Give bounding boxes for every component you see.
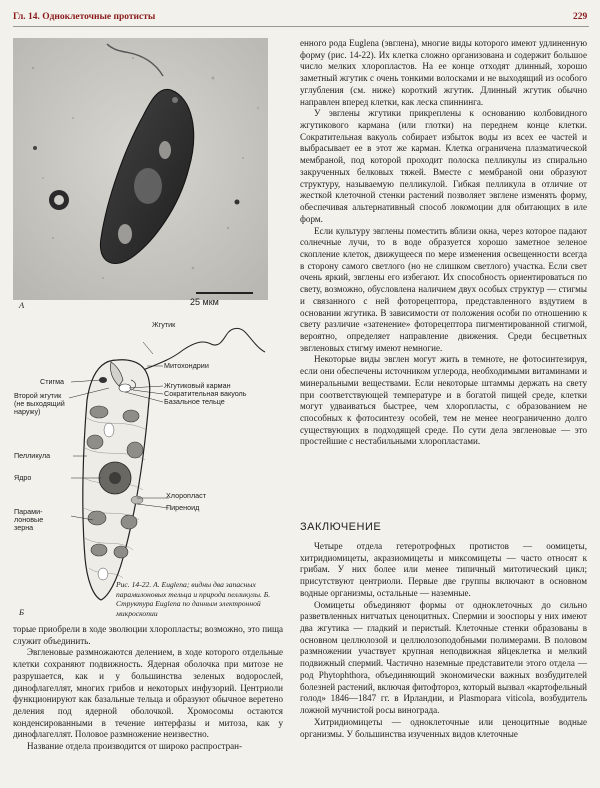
paragraph: Четыре отдела гетеротрофных протистов — оомицеты, хитридиомицеты, акразиомицеты и миксомицеты — часто относят к грибам. У них более или менее типичный митотический цикл; присутствуют центриоли. Первые две группы включают в основном водные организмы, остальные — наземные. (300, 541, 587, 598)
label-second-flagellum-2: (не выходящий (14, 399, 65, 408)
paragraph: Если культуру эвглены поместить вблизи окна, через которое падают солнечные лучи, то в воде образуется хорошо заметное зеленое скопление клеток, движущееся по мере изменения освещенности всегда в сторону самого светлого (но не слишком светлого) участка. Если свет очень яркий, эвглены его избегают. Их способность ориентироваться по свету, возможно, обусловлена наличием двух особых структур — стигмы и связанного с ней фоторецептора, представленного вздутием в основании жгутика. В зависимости от положения особи по отношению к свету различие «затенение» фоторецептора пигментированной стигмой, вероятно, определяет направление движения. Среди бесцветных эвгленовых стигму имеют немногие. (300, 225, 587, 353)
paragraph: Эвгленовые размножаются делением, в ходе которого отдельные клетки сохраняют подвижность. Ядерная оболочка при митозе не разрушается, как и у большинства зеленых водорослей, динофлагеллят, многих грибов и некоторых инфузорий. Центриоли функционируют как базальные тельца и образуют обычное веретено деления под ядерной оболочкой. Хромосомы остаются конденсированными в течение интерфазы и митоза, как у динофлагеллят. Половое размножение неизвестно. (13, 647, 283, 740)
scale-bar (196, 292, 253, 294)
label-pellicle: Пелликула (14, 451, 51, 460)
scale-label: 25 мкм (190, 297, 219, 307)
label-paramylon-1: Парами- (14, 507, 43, 516)
label-contractile-vacuole: Сократительная вакуоль (164, 389, 247, 398)
section-heading: ЗАКЛЮЧЕНИЕ (300, 521, 382, 533)
label-nucleus: Ядро (14, 473, 32, 482)
euglena-diagram (13, 318, 283, 620)
paragraph: Некоторые виды эвглен могут жить в темноте, не фотосинтезируя, если они обеспечены источником углерода, необходимыми витаминами и минеральными веществами. Если некоторые штаммы держать на свету при соответствующей температуре и в богатой пищей среде, клетки могут удваиваться быстрее, чем хлоропласты, с образованием не способных к фотосинтезу особей, тем не менее неограниченно долго существующих в подходящей среде. По сути дела эвгленовые — это простейшие с нестабильными хлоропластами. (300, 354, 587, 447)
paragraph: Хитридиомицеты — одноклеточные или ценоцитные водные организмы. У большинства изученных видов клеточные (300, 716, 587, 739)
right-column-text (300, 38, 587, 448)
label-second-flagellum-3: наружу) (14, 407, 41, 416)
left-column-text (13, 624, 283, 753)
paragraph: Оомицеты объединяют формы от одноклеточных до сильно разветвленных нитчатых ценоцитных. Спермии и зооспоры у них имеют два жгутика — гладкий и перистый. Клеточные стенки образованы в основном целлюлозой и целлюлозоподобными полимерами. В половом размножении участвует крупная неподвижная яйцеклетка и мелкий подвижный спермий. Частично наземные представители этого отдела — род Phytophthora, объединяющий экономически важных возбудителей болезней растений, включая фитофтороз, который вызвал «картофельный голод» 1846—1847 гг. в Ирландии, и Plasmopara viticola, возбудитель ложной мучнистой росы винограда. (300, 599, 587, 716)
paragraph: Название отдела производится от широко распростран- (27, 741, 243, 752)
label-pyrenoid: Пиреноид (166, 503, 200, 512)
conclusion-text (300, 541, 587, 740)
euglena-micrograph (13, 38, 268, 300)
label-paramylon-2: лоновые (14, 515, 44, 524)
chapter-title: Гл. 14. Одноклеточные протисты (13, 12, 156, 22)
figure-label-b: Б (19, 607, 25, 617)
paragraph: енного рода Euglena (эвглена), многие виды которого имеют удлиненную форму (рис. 14-22). Их клетка сложно организована и содержит большое число мелких хлоропластов. На ее конце отходят длинный, хорошо заметный жгутик с очень тонкими волосками и не выходящий из особого углубления (см. ниже) короткий жгутик. Длинный жгутик обычно направлен вперед клетки, как леска спиннинга. (300, 38, 587, 107)
paragraph: торые приобрели в ходе эволюции хлоропласты; возможно, это пища служит объединить. (13, 624, 283, 646)
label-mitochondrion: Митохондрии (164, 361, 209, 370)
figure-caption: Рис. 14-22. А. Euglena; видны два запасных парамилоновых тельца и природа пелликулы. Б. Структура Euglena по данным электронной микроскопии (116, 580, 271, 618)
label-flagellum: Жгутик (152, 320, 176, 329)
label-basal-body: Базальное тельце (164, 397, 225, 406)
label-chloroplast: Хлоропласт (166, 491, 207, 500)
label-flagellar-pocket: Жгутиковый карман (164, 381, 231, 390)
page-number: 229 (573, 12, 588, 22)
label-paramylon-3: зерна (14, 523, 34, 532)
label-stigma: Стигма (40, 377, 65, 386)
figure-label-a: А (19, 300, 25, 310)
header-rule (13, 26, 589, 27)
label-second-flagellum-1: Второй жгутик (14, 391, 62, 400)
paragraph: У эвглены жгутики прикреплены к основанию колбовидного жгутикового кармана (или глотки) на переднем конце клетки. Сократительная вакуоль собирает избыток воды из всех ее частей и выбрасывает ее в этот же карман. Клетка ограничена плазматической мембраной, под которой проходит полоска пелликулы из спирально закрученных белковых тяжей. Вместе с мембраной они образуют структуру, называемую пелликулой. Гибкая пелликула в отличие от жесткой клеточной стенки растений позволяет эвглене изменять форму, обеспечивая альтернативный способ локомоции для обитающих в иле форм. (300, 108, 587, 224)
